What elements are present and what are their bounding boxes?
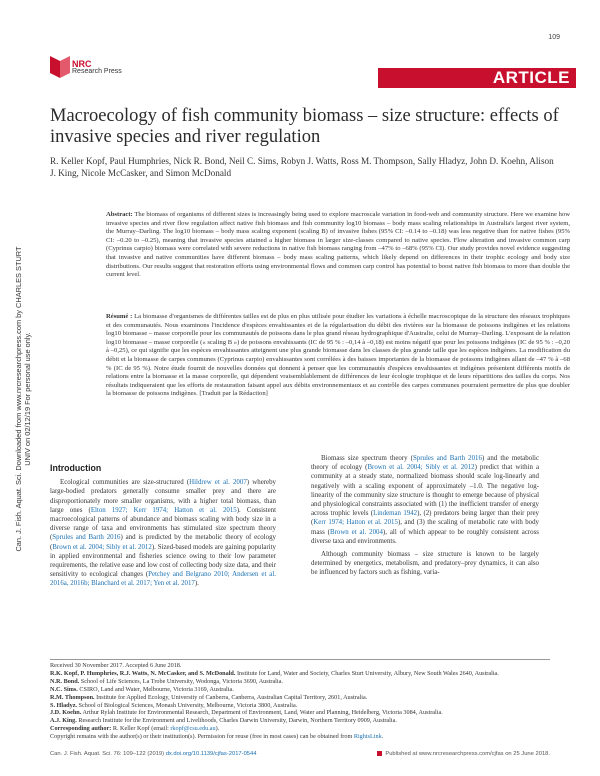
publisher-marker-icon (377, 751, 382, 756)
copyright-notice: Copyright remains with the author(s) or their institution(s). Permission for reuse (free in most cases) can be obtained from RightsLink. (50, 733, 384, 741)
citation-link[interactable]: Sprules and Barth 2016 (412, 455, 482, 462)
citation-link[interactable]: Petchey and Belgrano 2010; Andersen et al. 2016a, 2016b; Blanchard et al. 2017; Yen et al. 2017 (50, 571, 276, 588)
citation-link[interactable]: Sprules and Barth 2016 (52, 534, 121, 542)
logo-research-press: Research Press (72, 68, 122, 75)
corresponding-author: Corresponding author: R. Keller Kopf (email: rkopf@csu.edu.au). (50, 725, 220, 733)
citation-link[interactable]: Brown et al. 2004; Sibly et al. 2012 (52, 543, 152, 551)
affiliations-block (50, 662, 550, 741)
affiliation: R.M. Thompson. Institute for Applied Ecology, University of Canberra, Canberra, Australian Capital Territory, 2601, Australia. (50, 693, 368, 701)
download-sidebar: Can. J. Fish. Aquat. Sci. Downloaded from www.nrcresearchpress.com by CHARLES STURT UNIV on 02/12/19 For personal use only. (14, 246, 32, 552)
resume (106, 313, 570, 399)
citation-link[interactable]: Brown et al. 2004 (329, 528, 383, 536)
article-banner: ARTICLE (378, 68, 576, 88)
published-date: Published at www.nrcresearchpress.com/cjfas on 25 June 2018. (377, 751, 550, 757)
citation-link[interactable]: Lindeman 1942 (373, 510, 418, 518)
publisher-logo-text (72, 60, 122, 76)
body-column-right (311, 454, 539, 578)
journal-citation: Can. J. Fish. Aquat. Sci. 76: 109–122 (2019) dx.doi.org/10.1139/cjfas-2017-0544 (50, 751, 257, 757)
email-link[interactable]: rkopf@csu.edu.au (170, 725, 216, 733)
article-title: Macroecology of fish community biomass – size structure: effects of invasive species and river regulation (50, 106, 559, 147)
resume-label: Résumé : (106, 313, 133, 320)
citation-link[interactable]: Elton 1927; Kerr 1974; Hatton et al. 2015 (90, 506, 237, 514)
paragraph: Ecological communities are size-structured (Hildrew et al. 2007) whereby large-bodied predators generally consume smaller prey and there are disproportionately more smaller organisms, with a higher total biomass, than large ones (Elton 1927; Kerr 1974; Hatton et al. 2015). Consistent macroecological patterns of abundance and biomass scaling with body size in a diverse range of taxa and environments has stimulated size spectrum theory (Sprules and Barth 2016) and is predicted by the metabolic theory of ecology (Brown et al. 2004; Sibly et al. 2012). Sized-based models are gaining popularity in applied environmental and fisheries science owing to their low parameter requirements, the relative ease and low cost of collecting body size data, and their sensitivity to ecological changes (Petchey and Belgrano 2010; Andersen et al. 2016a, 2016b; Blanchard et al. 2017; Yen et al. 2017). (50, 479, 277, 588)
body-column-left (50, 464, 276, 589)
received-dates: Received 30 November 2017. Accepted 6 June 2018. (50, 662, 182, 669)
affiliation: A.J. King. Research Institute for the Environment and Livelihoods, Charles Darwin University, Darwin, Northern Territory 0909, Australia. (50, 717, 397, 725)
resume-text: La biomasse d'organismes de différentes tailles est de plus en plus utilisée pour étudier les variations à échelle macroscopique de la structure des réseaux trophiques et des communautés. Nous examinons l'incidence d'espèces envahissantes et de la régularisation du débit des rivières sur la biomasse de poissons indigènes et les relations log10 biomasse – masse corporelle pour les communautés de poissons dans le plus grand réseau hydrographique d'Australie, celui de Murray–Darling. L'exposant de la relation log10 biomasse – masse corporelle (« scaling B ») de poissons envahissants (IC de 95 % : –0,14 à –0,18) est moins négatif que pour les poissons indigènes (IC de 95 % : –0,20 à –0,25), ce qui signifie que les espèces envahissantes atteignent une plus grande biomasse dans les classes de plus grande taille que les espèces indigènes. La modification du débit et la biomasse de carpes communes (Cyprinus carpio) envahissantes sont corrélées à des baisses importantes de la biomasse de poissons indigènes allant de –47 % à –68 % (IC de 95 %). Notre étude fournit de nouvelles données qui donnent à penser que les communautés d'espèces envahissantes et indigènes présentent différents motifs de relations entre la biomasse et la masse corporelle, qui dépendent vraisemblablement de différences de leur écologie trophique et de leurs répartitions des tailles du corps. Nos résultats indiqueraient que les efforts de restauration faisant appel aux débits environnementaux et au contrôle des carpes communes pourraient permettre de plus que doubler la biomasse de poissons indigènes. [Traduit par la Rédaction] (106, 313, 570, 398)
abstract (106, 211, 570, 280)
citation-link[interactable]: Hildrew et al. 2007 (189, 479, 247, 487)
footnote-divider (50, 659, 550, 660)
author-list: R. Keller Kopf, Paul Humphries, Nick R. Bond, Neil C. Sims, Robyn J. Watts, Ross M. Thompson, Sally Hladyz, John D. Koehn, Alison J. King, Nicole McCasker, and Simon McDonald (50, 156, 554, 178)
affiliation: N.C. Sims. CSIRO, Land and Water, Melbourne, Victoria 3169, Australia. (50, 685, 234, 693)
paragraph: Although community biomass – size structure is known to be largely determined by energetics, metabolism, and predatory–prey dynamics, it can also be influenced by factors such as fishing, varia- (311, 551, 539, 577)
affiliation: J.D. Koehn. Arthur Rylah Institute for Environmental Research, Department of Environment, Land, Water and Planning, Heidelberg, Victoria 3084, Australia. (50, 709, 443, 717)
page-number: 109 (548, 34, 560, 41)
nrc-logo-icon (50, 56, 70, 78)
paragraph: Biomass size spectrum theory (Sprules and Barth 2016) and the metabolic theory of ecology (Brown et al. 2004; Sibly et al. 2012) predict that within a community at a steady state, normalized biomass should scale log-linearly and negatively with a scaling exponent of approximately –1.0. The negative log-linearity of the community size structure is thought to emerge because of physical and physiological constraints associated with (1) the inefficient transfer of energy across trophic levels (Lindeman 1942), (2) predators being larger than their prey (Kerr 1974; Hatton et al. 2015), and (3) the scaling of metabolic rate with body mass (Brown et al. 2004), all of which appear to be roughly consistent across diverse taxa and environments. (311, 455, 540, 545)
affiliation: N.R. Bond. School of Life Sciences, La Trobe University, Wodonga, Victoria 3690, Australia. (50, 677, 283, 685)
logo-nrc: NRC (72, 59, 92, 69)
rightslink-link[interactable]: RightsLink (353, 733, 382, 741)
citation-link[interactable]: Brown et al. 2004; Sibly et al. 2012 (367, 464, 475, 472)
affiliation: S. Hladyz. School of Biological Sciences, Monash University, Melbourne, Victoria 3800, Australia. (50, 701, 298, 709)
abstract-label: Abstract: (106, 211, 133, 218)
affiliation: R.K. Kopf, P. Humphries, R.J. Watts, N. McCasker, and S. McDonald. Institute for Land, Water and Society, Charles Sturt University, Albury, New South Wales 2640, Australia. (50, 669, 499, 677)
abstract-text: The biomass of organisms of different sizes is increasingly being used to explore macroscale variation in food-web and community structure. Here we examine how invasive species and river flow regulation affect native fish biomass and fish community log10 biomass – body mass scaling relationships in Australia's largest river system, the Murray–Darling. The log10 biomass – body mass scaling exponent (scaling B) of invasive fishes (95% CI: –0.14 to –0.18) was less negative than for native fishes (95% CI: –0.20 to –0.25), meaning that invasive species attained a higher biomass in larger size-classes compared to native species. Flow alteration and invasive common carp (Cyprinus carpio) biomass were correlated with severe reductions in native fish biomass ranging from –47% to –68% (95% CI). Our study provides novel evidence suggesting that invasive and native communities have different biomass – body mass scaling patterns, which likely depend on differences in their trophic ecology and body size distributions. Our results suggest that restoration efforts using environmental flows and common carp control has potential to boost native fish biomass to more than double the current level. (106, 211, 571, 279)
doi-link[interactable]: dx.doi.org/10.1139/cjfas-2017-0544 (165, 751, 257, 757)
section-heading-introduction: Introduction (50, 463, 102, 473)
citation-link[interactable]: Kerr 1974; Hatton et al. 2015 (313, 519, 398, 527)
